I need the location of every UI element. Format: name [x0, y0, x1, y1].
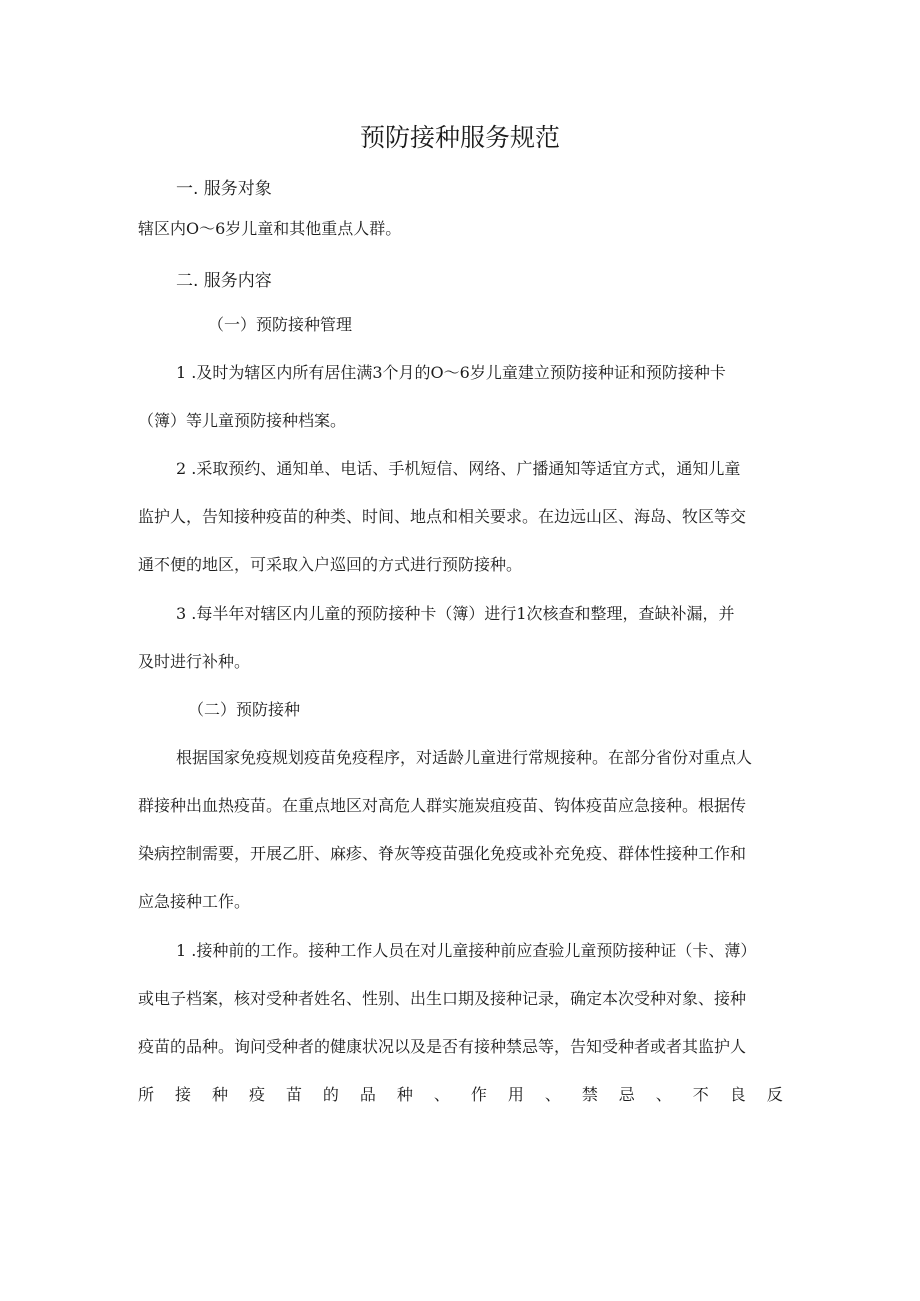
char: 良	[729, 1085, 746, 1104]
char: 反	[766, 1085, 783, 1104]
char: 接	[174, 1085, 191, 1104]
paragraph-line-justified	[138, 1085, 783, 1105]
char: 禁	[581, 1085, 598, 1104]
paragraph-line: 群接种出血热疫苗。在重点地区对高危人群实施炭疽疫苗、钩体疫苗应急接种。根据传	[138, 796, 747, 815]
paragraph-line: 及时进行补种。	[138, 652, 251, 671]
paragraph-line: 1 .接种前的工作。接种工作人员在对儿童接种前应查验儿童预防接种证（卡、薄）	[176, 941, 757, 960]
paragraph-line: 或电子档案，核对受种者姓名、性别、出生口期及接种记录，确定本次受种对象、接种	[138, 989, 747, 1008]
char: 用	[507, 1085, 524, 1104]
paragraph-line: 2 .采取预约、通知单、电话、手机短信、网络、广播通知等适宜方式，通知儿童	[176, 459, 741, 478]
paragraph-line: 疫苗的品种。询问受种者的健康状况以及是否有接种禁忌等，告知受种者或者其监护人	[138, 1037, 747, 1056]
section-heading-service-content: 二. 服务内容	[176, 271, 272, 291]
char: 疫	[248, 1085, 265, 1104]
paragraph-line: 3 .每半年对辖区内儿童的预防接种卡（簿）进行1次核查和整理，查缺补漏，并	[176, 604, 735, 623]
char: 、	[433, 1085, 450, 1104]
paragraph-line: 通不便的地区，可采取入户巡回的方式进行预防接种。	[138, 555, 523, 574]
document-title: 预防接种服务规范	[359, 123, 560, 152]
char: 不	[692, 1085, 709, 1104]
section-heading-service-target: 一. 服务对象	[176, 179, 272, 199]
char: 品	[359, 1085, 376, 1104]
subsection-heading-vaccination: （二）预防接种	[188, 700, 301, 719]
char: 、	[544, 1085, 561, 1104]
paragraph-line: 应急接种工作。	[138, 892, 251, 911]
char: 所	[138, 1085, 155, 1104]
paragraph-line: 1 .及时为辖区内所有居住满3个月的O～6岁儿童建立预防接种证和预防接种卡	[176, 363, 726, 382]
char: 作	[470, 1085, 487, 1104]
paragraph-line: 辖区内O～6岁儿童和其他重点人群。	[138, 219, 402, 238]
char: 种	[211, 1085, 228, 1104]
paragraph-line: 根据国家免疫规划疫苗免疫程序，对适龄儿童进行常规接种。在部分省份对重点人	[176, 748, 753, 767]
paragraph-line: （簿）等儿童预防接种档案。	[138, 411, 347, 430]
paragraph-line: 染病控制需要，开展乙肝、麻疹、脊灰等疫苗强化免疫或补充免疫、群体性接种工作和	[138, 844, 747, 863]
char: 种	[396, 1085, 413, 1104]
paragraph-line: 监护人，告知接种疫苗的种类、时间、地点和相关要求。在边远山区、海岛、牧区等交	[138, 507, 747, 526]
char: 、	[655, 1085, 672, 1104]
subsection-heading-management: （一）预防接种管理	[208, 315, 353, 334]
char: 苗	[285, 1085, 302, 1104]
char: 忌	[618, 1085, 635, 1104]
char: 的	[322, 1085, 339, 1104]
